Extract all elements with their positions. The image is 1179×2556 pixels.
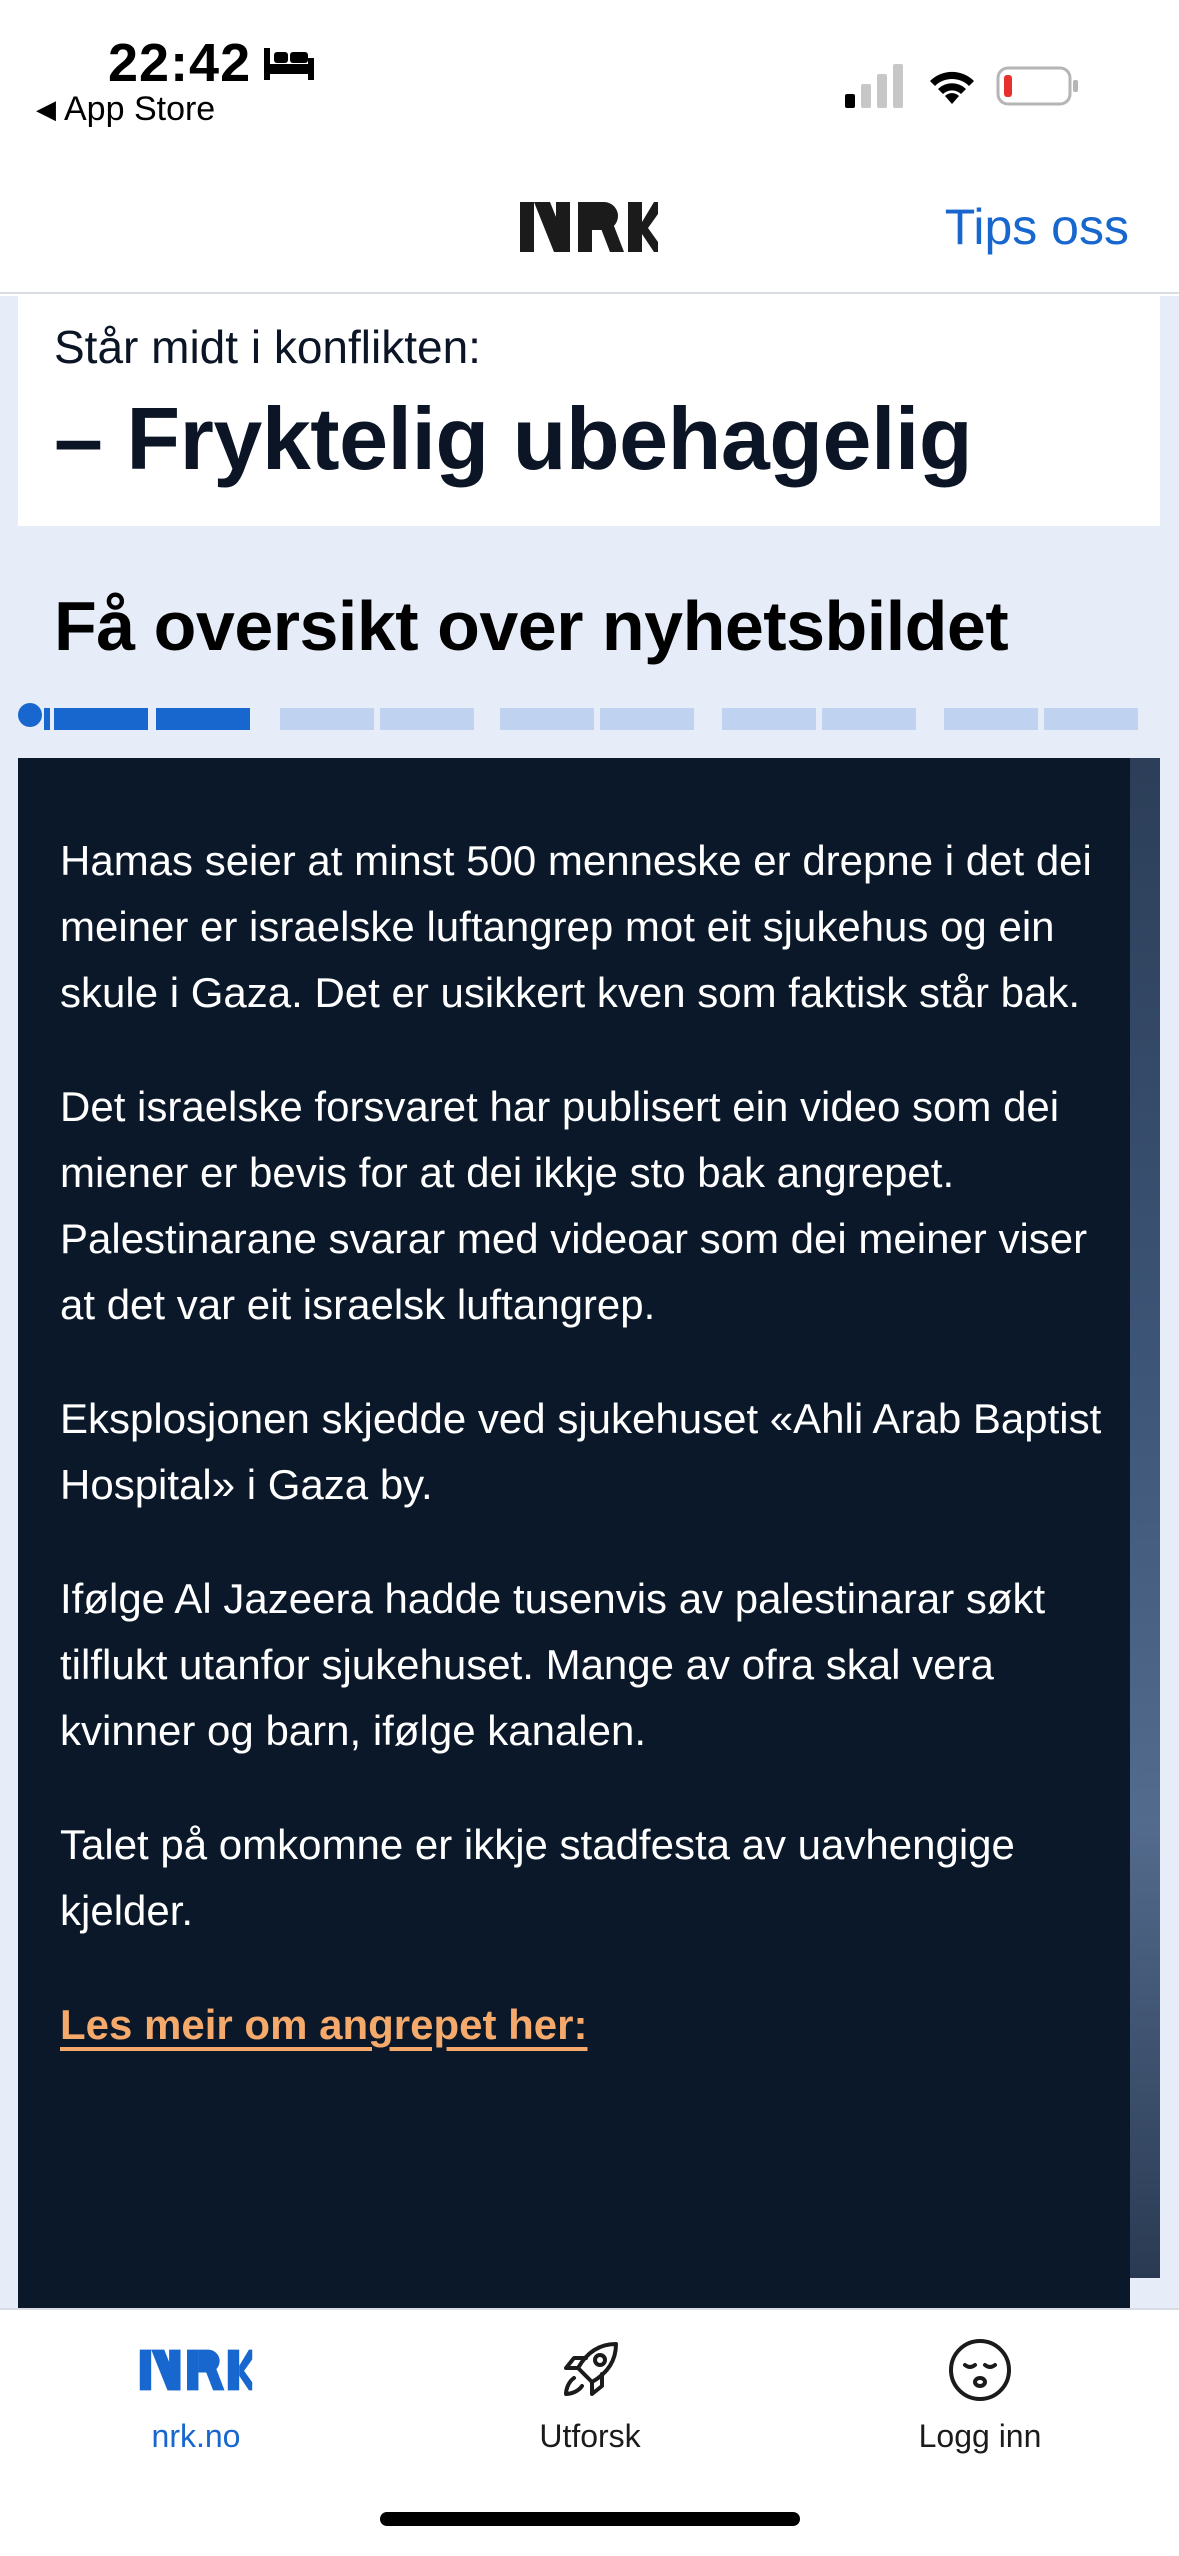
headline-card[interactable] — [18, 296, 1160, 526]
content-scroll-area[interactable] — [0, 296, 1179, 2308]
story-paragraph: Ifølge Al Jazeera hadde tusenvis av palestinarar søkt tilflukt utanfor sjukehuset. Mange av ofra skal vera kvinner og barn, ifølge kanalen. — [60, 1575, 1046, 1754]
progress-segment — [1044, 708, 1138, 730]
battery-low-icon — [996, 66, 1080, 106]
story-progress-indicator — [18, 700, 1160, 730]
tab-nrk-no[interactable] — [46, 2310, 346, 2470]
progress-segment — [44, 708, 50, 730]
next-story-card-peek[interactable] — [1130, 758, 1160, 2278]
back-triangle-icon: ◀ — [36, 94, 56, 124]
progress-segment — [156, 708, 250, 730]
progress-segment — [280, 708, 374, 730]
section-title: Få oversikt over nyhetsbildet — [54, 587, 1009, 665]
back-to-app-store[interactable] — [36, 90, 215, 129]
story-card[interactable] — [18, 758, 1130, 2308]
progress-segment — [54, 708, 148, 730]
story-paragraph: Hamas seier at minst 500 menneske er drepne i det dei meiner er israelske luftangrep mot eit sjukehus og ein skule i Gaza. Det er usikkert kven som faktisk står bak. — [60, 837, 1092, 1016]
nrk-logo[interactable] — [520, 200, 658, 254]
headline-title: – Fryktelig ubehagelig — [54, 389, 973, 488]
story-paragraph: Det israelske forsvaret har publisert ein video som dei miener er bevis for at dei ikkje sto bak angrepet. Palestinarane svarar med videoar som dei meiner viser at det var eit israelsk luftangrep. — [60, 1083, 1088, 1328]
app-header — [0, 160, 1179, 294]
progress-segment — [822, 708, 916, 730]
tab-utforsk[interactable] — [440, 2310, 740, 2470]
tips-oss-link[interactable]: Tips oss — [944, 199, 1129, 255]
tab-logg-inn[interactable] — [830, 2310, 1130, 2470]
story-paragraph: Eksplosjonen skjedde ved sjukehuset «Ahli Arab Baptist Hospital» i Gaza by. — [60, 1395, 1102, 1508]
progress-segment — [600, 708, 694, 730]
status-bar — [0, 0, 1179, 160]
progress-segment — [722, 708, 816, 730]
cellular-signal-icon — [845, 64, 905, 108]
status-time: 22:42 — [108, 33, 252, 93]
face-icon — [947, 2334, 1013, 2406]
rocket-icon — [558, 2334, 622, 2406]
home-indicator[interactable] — [380, 2512, 800, 2526]
bed-icon — [262, 44, 316, 82]
headline-kicker: Står midt i konflikten: — [54, 321, 481, 373]
nrk-logo-icon — [137, 2334, 255, 2406]
tab-label: nrk.no — [151, 2418, 241, 2454]
tab-label: Logg inn — [918, 2418, 1042, 2454]
progress-segment — [944, 708, 1038, 730]
progress-segment — [380, 708, 474, 730]
progress-dot — [18, 703, 42, 727]
progress-segment — [500, 708, 594, 730]
wifi-icon — [925, 62, 979, 106]
tab-label: Utforsk — [539, 2418, 641, 2454]
story-body — [60, 828, 1110, 2106]
read-more-link[interactable]: Les meir om angrepet her: — [60, 2001, 588, 2048]
back-app-label: App Store — [64, 90, 216, 128]
story-paragraph: Talet på omkomne er ikkje stadfesta av uavhengige kjelder. — [60, 1821, 1015, 1934]
